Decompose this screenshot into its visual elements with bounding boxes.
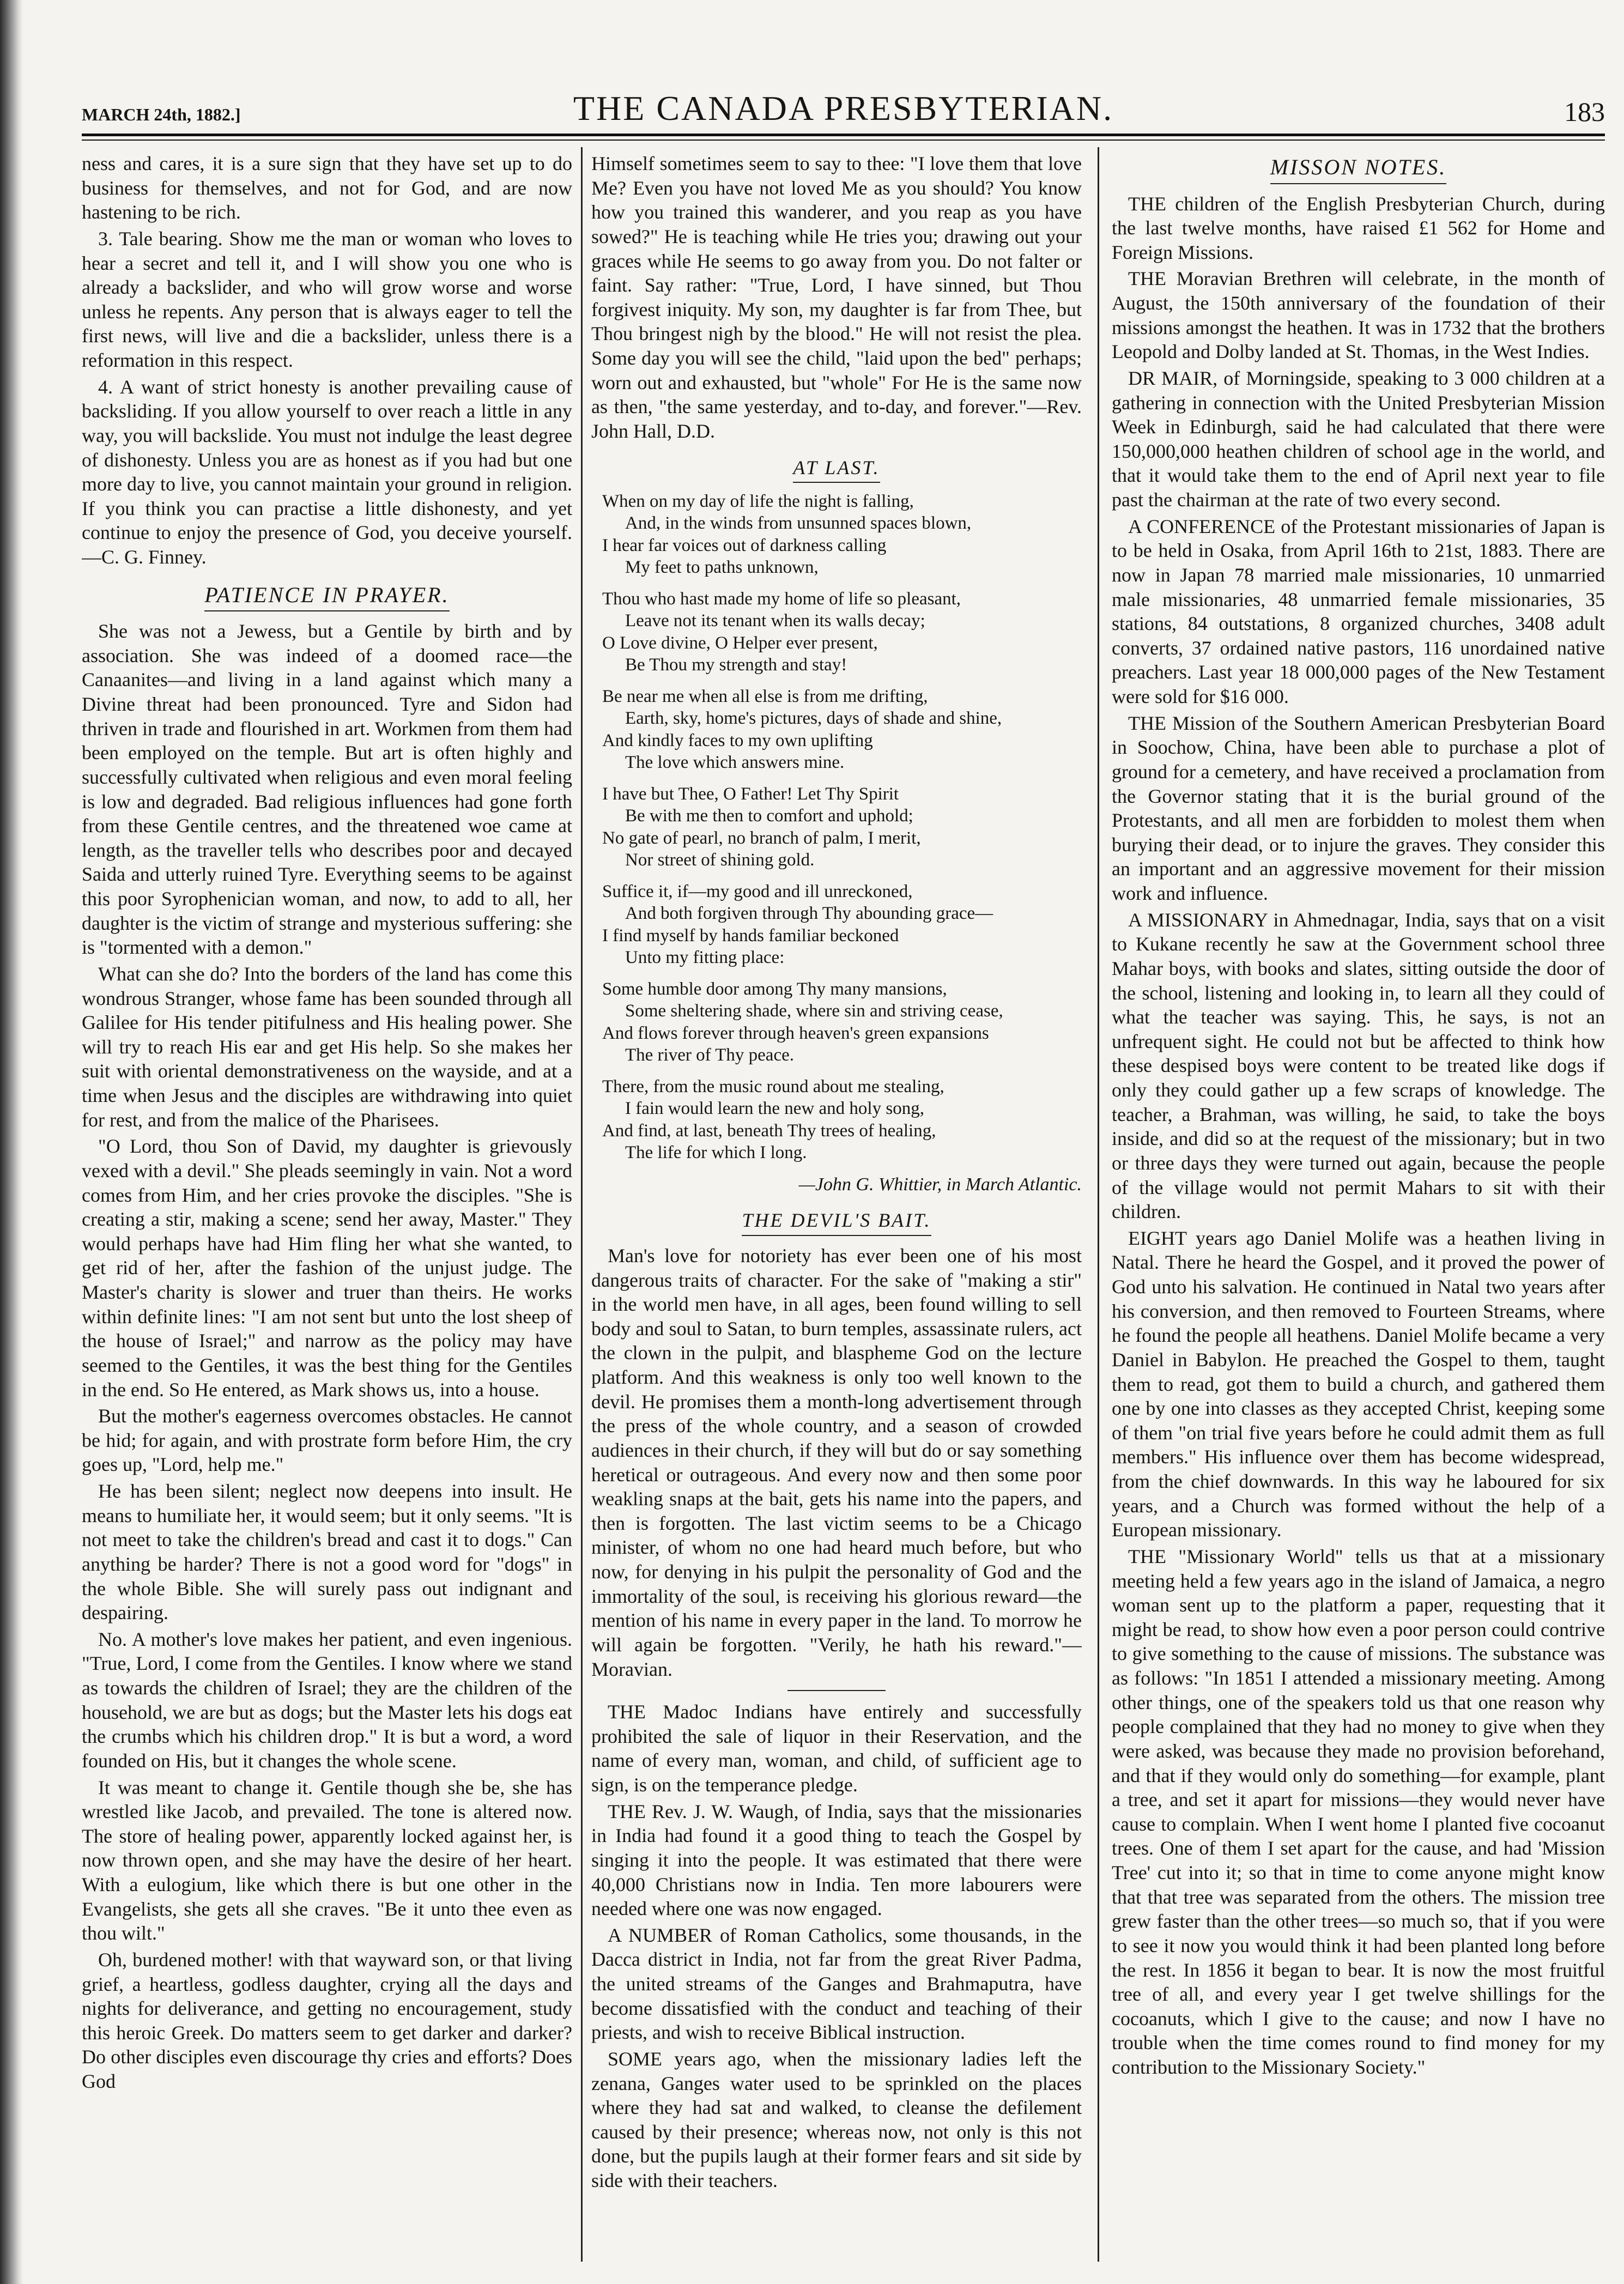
news-item: DR MAIR, of Morningside, speaking to 3 000 children at a gathering in connection with the United Presbyterian Mission Week in Edinburgh, said he had calculated that there were 150,000,000 heathen children of school age in the world, and that it would take them to the end of April next year to file past the chairman at the rate of two every second. [1112, 367, 1605, 511]
poem-stanza [602, 588, 1082, 676]
poem-line: My feet to paths unknown, [625, 557, 819, 577]
poem-line: Some humble door among Thy many mansions, [602, 979, 947, 999]
news-item: THE Moravian Brethren will celebrate, in the month of August, the 150th anniversary of the foundation of their missions amongst the heathen. It was in 1732 that the brothers Leopold and Dolby landed at St. Thomas, in the West Indies. [1112, 268, 1605, 363]
poem-line: Suffice it, if—my good and ill unreckoned, [602, 882, 913, 902]
poem-line: The life for which I long. [625, 1142, 807, 1162]
article-paragraph: But the mother's eagerness overcomes obstacles. He cannot be hid; for again, and with prostrate form before Him, the cry goes up, "Lord, help me." [82, 1405, 572, 1476]
article-paragraph: No. A mother's love makes her patient, and even ingenious. "True, Lord, I come from the Gentiles. I know where we stand as towards the children of Israel; they are the children of the household, we are but as dogs; but the Master lets his dogs eat the crumbs which his children drop." It is but a word, a word founded on His, but it changes the whole scene. [82, 1628, 572, 1772]
article-paragraph: Man's love for notoriety has ever been one of his most dangerous traits of character. For the sake of "making a stir" in the world men have, in all ages, been found willing to sell body and soul to Satan, to burn temples, assassinate rulers, act the clown in the pulpit, and blaspheme God on the lecture platform. And this weakness is only too well known to the devil. He promises them a month-long advertisement through the press of the whole country, and a season of crowded audiences in their church, if they will but do or say something heretical or outrageous. And every now and then some poor weakling snaps at the bait, gets his name into the papers, and then is forgotten. The last victim seems to be a Chicago minister, of whom no one had heard much before, but who now, for denying in his pulpit the personality of God and the immortality of the soul, is receiving his glorious reward—the mention of his name in every paper in the land. To morrow he will again be forgotten. "Verily, he hath his reward."—Moravian. [591, 1244, 1082, 1680]
poem-line: Earth, sky, home's pictures, days of shade and shine, [625, 708, 1002, 729]
poem-line: Be with me then to comfort and uphold; [625, 806, 913, 826]
poem-line: I fain would learn the new and holy song, [625, 1099, 924, 1119]
section-title-devils-bait: THE DEVIL'S BAIT. [742, 1208, 931, 1236]
poem-line: Leave not its tenant when its walls decay; [625, 611, 925, 631]
news-item: THE children of the English Presbyterian Church, during the last twelve months, have raised £1 562 for Home and Foreign Missions. [1112, 192, 1605, 263]
newspaper-title: THE CANADA PRESBYTERIAN. [573, 89, 1114, 128]
poem-line: Be near me when all else is from me drifting, [602, 687, 928, 707]
article-paragraph: Oh, burdened mother! with that wayward son, or that living grief, a heartless, godless daughter, crying all the days and nights for deliverance, and getting no encouragement, study this heroic Greek. Do matters seem to get darker and darker? Do other disciples even discourage thy cries and efforts? Does God [82, 1948, 572, 2093]
poem-line: No gate of pearl, no branch of palm, I merit, [602, 828, 921, 848]
header-rule-thin [82, 140, 1605, 141]
section-heading [82, 581, 572, 612]
poem-line: The love which answers mine. [625, 752, 845, 772]
short-divider [787, 1690, 886, 1691]
poem-line: Some sheltering shade, where sin and striving cease, [625, 1001, 1003, 1021]
poem-line: The river of Thy peace. [625, 1045, 794, 1065]
page-number: 183 [1564, 96, 1605, 127]
article-continuation: Himself sometimes seem to say to thee: "I love them that love Me? Even you have not loved Me as you should? You know how you trained this wanderer, and you reap as you have sowed?" He is teaching while He tries you; drawing out your graces while He seems to go away from you. Do not falter or faint. Say rather: "True, Lord, I have sinned, but Thou forgivest iniquity. My son, my daughter is far from Thee, but Thou bringest nigh by the blood." He will not resist the plea. Some day you will see the child, "laid upon the bed" perhaps; worn out and exhausted, but "whole" For He is the same now as then, "the same yesterday, and to-day, and forever."—Rev. John Hall, D.D. [591, 153, 1082, 442]
column-2 [591, 152, 1082, 2266]
poem-line: I find myself by hands familiar beckoned [602, 925, 899, 946]
news-item: A MISSIONARY in Ahmednagar, India, says that on a visit to Kukane recently he saw at the Government school three Mahar boys, with books and slates, sitting outside the door of the school, listening and looking in, to learn all they could of what the teacher was saying. This, he says, is not an unfrequent sight. He could not but be affected to think how these despised boys were content to be treated like dogs if only they could gather up a few scraps of knowledge. The teacher, a Brahman, was willing, he said, to take the boys inside, and did so at the request of the missionary; but in two or three days they were turned out again, because the people of the village would not permit Mahars to sit with their children. [1112, 908, 1605, 1223]
section-title-mission-notes: MISSON NOTES. [1270, 154, 1446, 184]
poem-stanza [602, 881, 1082, 968]
page-header [82, 88, 1605, 141]
column-3 [1112, 152, 1605, 2266]
poem-line: And both forgiven through Thy abounding grace— [625, 904, 993, 924]
news-item: THE Rev. J. W. Waugh, of India, says that the missionaries in India had found it a good thing to teach the Gospel by singing it into the people. It was estimated that there were 40,000 Christians now in India. Ten more labourers were needed where one was now engaged. [591, 1800, 1082, 1920]
poem-line: Unto my fitting place: [625, 947, 785, 967]
section-heading [591, 456, 1082, 483]
article-paragraph: He has been silent; neglect now deepens into insult. He means to humiliate her, it would seem; but it only seems. "It is not meet to take the children's bread and cast it to dogs." Can anything be harder? There is not a good word for "dogs" in the whole Bible. She will surely pass out indignant and despairing. [82, 1480, 572, 1624]
news-item: EIGHT years ago Daniel Molife was a heathen living in Natal. There he heard the Gospel, and it proved the power of God unto his salvation. He continued in Natal two years after his conversion, and then removed to Fourteen Streams, where he found the people all heathens. Daniel Molife became a very Daniel in Babylon. He preached the Gospel to them, taught them to read, got them to build a church, and gathered them one by one into classes as they accepted Christ, keeping some of them "on trial five years before he could admit them as full members." His influence over them has become widespread, from the chief downwards. In this way he laboured for six years, and a Church was formed without the help of a European missionary. [1112, 1227, 1605, 1541]
poem-line: I have but Thee, O Father! Let Thy Spirit [602, 784, 899, 804]
poem-line: I hear far voices out of darkness calling [602, 535, 887, 555]
poem-stanza [602, 686, 1082, 773]
poem-line: When on my day of life the night is falling, [602, 492, 914, 512]
poem-line: Be Thou my strength and stay! [625, 655, 847, 675]
poem-line: Thou who hast made my home of life so pleasant, [602, 589, 961, 609]
column-divider [581, 147, 583, 2262]
article-paragraph: "O Lord, thou Son of David, my daughter is grievously vexed with a devil." She pleads seemingly in vain. Not a word comes from Him, and her cries provoke the disciples. "She is creating a stir, making a scene; send her away, Master." They would perhaps have had Him fling her what she wanted, to get rid of her, after the fashion of the unjust judge. The Master's charity is slower and truer than theirs. He works within definite lines: "I am not sent but unto the lost sheep of the house of Israel;" and narrow as the policy may have seemed to the Gentiles, it was the best thing for the Gentiles in the end. So He entered, as Mark shows us, into a house. [82, 1135, 572, 1401]
poem-stanza [602, 490, 1082, 578]
column-1 [82, 152, 572, 2266]
news-item: A CONFERENCE of the Protestant missionaries of Japan is to be held in Osaka, from April 16th to 21st, 1883. There are now in Japan 78 married male missionaries, 10 unmarried male missionaries, 48 unmarried female missionaries, 35 stations, 84 outstations, 8 organized churches, 3408 adult converts, 37 ordained native pastors, 116 unordained native preachers. Last year 18 000,000 pages of the New Testament were sold for $16 000. [1112, 515, 1605, 708]
article-paragraph: She was not a Jewess, but a Gentile by birth and by association. She was indeed of a doomed race—the Canaanites—and living in a land against which many a Divine threat had been pronounced. Tyre and Sidon had thriven in trade and flourished in art. Workmen from them had been employed on the temple. But art is often highly and successfully cultivated when religious and even moral feeling is low and degraded. Bad religious influences had gone forth from these Gentile centres, and the threatened woe came at length, as the traveller tells who describes poor and decayed Saida and utterly ruined Tyre. Everything seems to be against this poor Syrophenician woman, and now, to add to all, her daughter is the victim of strange and mysterious suffering: she is "tormented with a demon." [82, 620, 572, 959]
section-heading [1112, 154, 1605, 184]
poem-line: And flows forever through heaven's green expansions [602, 1023, 989, 1043]
poem-title: AT LAST. [793, 456, 880, 483]
binding-edge [0, 0, 23, 2284]
header-rule [82, 134, 1605, 136]
article-paragraph: What can she do? Into the borders of the land has come this wondrous Stranger, whose fame has been sounded through all Galilee for His tender pitifulness and His healing power. She will try to reach His ear and get His help. So she makes her suit with oriental demonstrativeness on the wayside, and at a time when Jesus and the disciples are withdrawing into quiet for rest, and from the malice of the Pharisees. [82, 962, 572, 1131]
issue-date: MARCH 24th, 1882.] [82, 105, 241, 124]
news-item: SOME years ago, when the missionary ladies left the zenana, Ganges water used to be sprinkled on the places where they had sat and walked, to cleanse the defilement caused by their presence; whereas now, not only is this not done, but the pupils laugh at their former fears and sit side by side with their teachers. [591, 2047, 1082, 2192]
poem-signature: —John G. Whittier, in March Atlantic. [798, 1174, 1082, 1195]
news-item: THE Madoc Indians have entirely and successfully prohibited the sale of liquor in their Reservation, and the name of every man, woman, and child, of sufficient age to sign, is on the temperance pledge. [591, 1701, 1082, 1796]
article-paragraph: 3. Tale bearing. Show me the man or woman who loves to hear a secret and tell it, and I will show you one who is already a backslider, and who will grow worse and worse unless he repents. Any person that is always eager to tell the first news, will live and die a backslider, unless there is a reformation in this respect. [82, 227, 572, 371]
poem [602, 490, 1082, 1164]
poem-line: Nor street of shining gold. [625, 850, 815, 870]
news-item: THE "Missionary World" tells us that at a missionary meeting held a few years ago in the island of Jamaica, a negro woman sent up to the platform a paper, requesting that it might be read, to show how even a poor person could contrive to give something to the cause of missions. The substance was as follows: "In 1851 I attended a missionary meeting. Among other things, one of the speakers told us that one reason why people complained that they had no money to give when they were asked, was because they made no provision beforehand, and that if they would only do something—for example, plant a tree, and set it apart for missions—they would never have cause to complain. When I went home I planted five cocoanut trees. One of them I set apart for the cause, and had 'Mission Tree' cut into it; so that in time to come anyone might know that that tree was separated from the others. The mission tree grew faster than the other trees—so much so, that if you were to see it now you would think it had been planted long before the rest. In 1856 it began to bear. It is now the most fruitful tree of all, and every year I get twelve shillings for the cocoanuts, which I give to the cause; and now I have no trouble when the time comes round to find money for my contribution to the Missionary Society." [1112, 1545, 1605, 2079]
poem-stanza [602, 783, 1082, 871]
poem-stanza [602, 1076, 1082, 1164]
column-divider [1098, 147, 1099, 2262]
section-heading [591, 1208, 1082, 1236]
news-item: THE Mission of the Southern American Presbyterian Board in Soochow, China, have been able to purchase a plot of ground for a cemetery, and have received a proclamation from the Governor stating that it is the burial ground of the Protestants, and all men are forbidden to molest them when burying their dead, or to injure the graves. They consider this an important and an aggressive movement for their mission work and influence. [1112, 712, 1605, 905]
poem-line: And find, at last, beneath Thy trees of healing, [602, 1120, 936, 1141]
poem-line: And kindly faces to my own uplifting [602, 730, 873, 750]
article-paragraph: It was meant to change it. Gentile though she be, she has wrestled like Jacob, and prevailed. The tone is altered now. The store of healing power, apparently locked against her, is now thrown open, and she may have the desire of her heart. With a eulogium, like which there is but one other in the Evangelists, she gets all she craves. "Be it unto thee even as thou wilt." [82, 1776, 572, 1944]
poem-line: And, in the winds from unsunned spaces blown, [625, 513, 972, 534]
poem-stanza [602, 978, 1082, 1066]
poem-line: There, from the music round about me stealing, [602, 1077, 944, 1097]
article-paragraph: 4. A want of strict honesty is another prevailing cause of backsliding. If you allow yourself to over reach a little in any way, you will backslide. You must not indulge the least degree of dishonesty. Unless you are as honest as if you had but one more day to live, you cannot maintain your ground in religion. If you think you can practise a little dishonesty, and yet continue to enjoy the presence of God, you deceive yourself.—C. G. Finney. [82, 375, 572, 568]
news-item: A NUMBER of Roman Catholics, some thousands, in the Dacca district in India, not far from the great River Padma, the united streams of the Ganges and Brahmaputra, have become dissatisfied with the conduct and teaching of their priests, and wish to receive Biblical instruction. [591, 1924, 1082, 2044]
section-title-patience: PATIENCE IN PRAYER. [204, 581, 449, 612]
poem-line: O Love divine, O Helper ever present, [602, 633, 878, 653]
article-continuation: ness and cares, it is a sure sign that they have set up to do business for themselves, and not for God, and are now hastening to be rich. [82, 153, 572, 223]
